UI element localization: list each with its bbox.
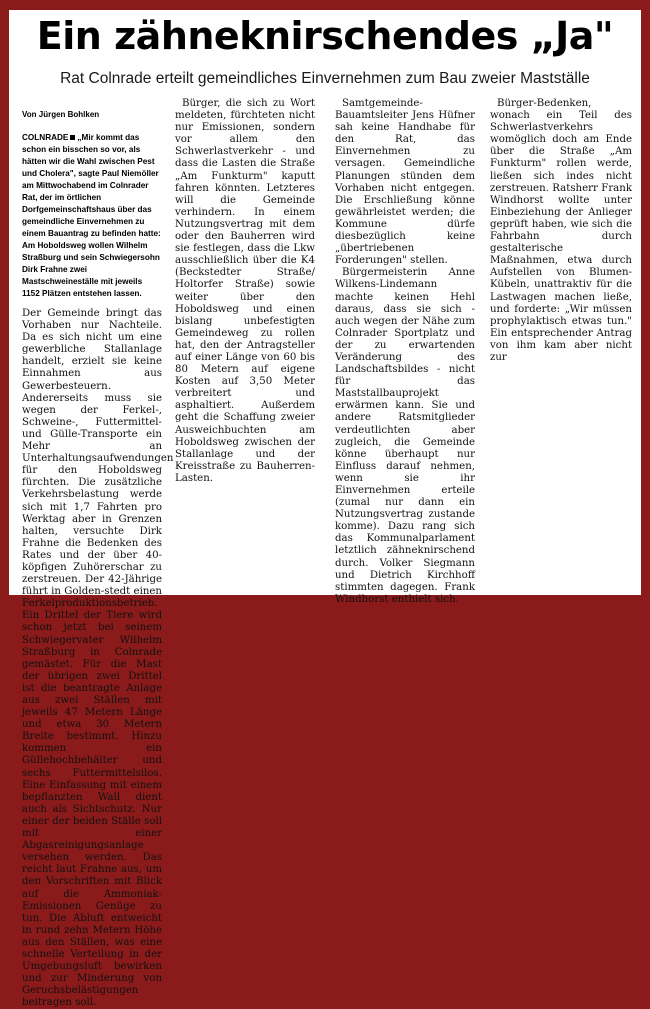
body-paragraph: Samtgemeinde-Bauamtsleiter Jens Hüfner sah keine Handhabe für den Rat, das Einvernehmen zu versagen. Gemeindliche Planungen stünden dem Vorhaben nicht entgegen. Die Erschließung könne gewährleistet werden; die Kommune dürfe diesbezüglich keine „übertriebenen Forderungen" stellen. (335, 98, 475, 267)
column-3 (335, 98, 475, 606)
byline: Von Jürgen Bohlken (22, 110, 100, 119)
body-paragraph: Bürger, die sich zu Wort meldeten, fürchteten nicht nur Emissionen, sondern vor allem den Schwerlastverkehr - und dass die Lasten die Straße „Am Funkturm" kaputt fahren könnten. Letzteres will die Gemeinde verhindern. In einem Nutzungsvertrag mit dem oder den Bauherren wird sie festlegen, dass die Lkw ausschließlich über die K4 (Beckstedter Straße/ Holtorfer Straße) sowie weiter über den Hoboldsweg und einen bislang unbefestigten Gemeindeweg zu rollen hat, den der Antragsteller auf einer Länge von 60 bis 80 Metern auf eigene Kosten auf 3,50 Meter verbreitert und asphaltiert. Außerdem geht die Schaffung zweier Ausweichbuchten am Hoboldsweg zwischen der Stallanlage und der Kreisstraße zu Bauherren-Lasten. (175, 98, 315, 484)
lead-paragraph (22, 132, 162, 300)
clipping-frame (9, 10, 641, 1009)
lead-text: „Mir kommt das schon ein bisschen so vor, als hätten wir die Wahl zwischen Pest und Cholera", sagte Paul Niemöller am Mittwochabend im Colnrader Rat, der im örtlichen Dorfgemeinschaftshaus über das gemeindliche Einvernehmen zu einem Bauantrag zu befinden hatte: Am Hoboldsweg wollen Wilhelm Straßburg und sein Schwiegersohn Dirk Frahne zwei Mastschweineställe mit jeweils 1152 Plätzen entstehen lassen. (22, 133, 161, 298)
body-paragraph: Bürger-Bedenken, wonach ein Teil des Schwerlastverkehrs womöglich doch am Ende über die Straße „Am Funkturm" rollen werde, ließen sich indes nicht zerstreuen. Ratsherr Frank Windhorst wollte unter Einbeziehung der Anlieger geprüft haben, wie sich die Fahrbahn durch gestalterische Maßnahmen, etwa durch Aufstellen von Blumen-Kübeln, unattraktiv für die Lastwagen machen ließe, und forderte: „Wir müssen prophylaktisch etwas tun." Ein entsprechender Antrag von ihm kam aber nicht zur (490, 98, 632, 363)
body-paragraph: Der Gemeinde bringt das Vorhaben nur Nachteile. Da es sich nicht um eine gewerbliche Stallanlage handelt, erzielt sie keine Einnahmen aus Gewerbesteuern. Andererseits muss sie wegen der Ferkel-, Schweine-, Futtermittel- und Gülle-Transporte ein Mehr an Unterhaltungsaufwendungen für den Hoboldsweg fürchten. Die zusätzliche Verkehrsbelastung werde sich mit 1,7 Fahrten pro Werktag aber in Grenzen halten, versuchte Dirk Frahne die Bedenken des Rates und der über 40-köpfigen Zuhörerschar zu zerstreuen. Der 42-Jährige führt in Golden-stedt einen Ferkelproduktionsbetrieb. Ein Drittel der Tiere wird schon jetzt bei seinem Schwiegervater Wilhelm Straßburg in Colnrade gemästet. Für die Mast der übrigen zwei Drittel ist die beantragte Anlage aus zwei Ställen mit jeweils 47 Metern Länge und etwa 30 Metern Breite bestimmt. Hinzu kommen ein Güllehochbehälter und sechs Futtermittelsilos. Eine Einfassung mit einem bepflanzten Wall dient auch als Sichtschutz. Nur einer der beiden Ställe soll mit einer Abgasreinigungsanlage versehen werden. Das reicht laut Frahne aus, um den Vorschriften mit Blick auf die Ammoniak-Emissionen Genüge zu tun. Die Abluft entweicht in rund zehn Metern Höhe aus den Ställen, was eine schnelle Verteilung in der Umgebungsluft bewirken und zur Minderung von Geruchsbelästigungen beitragen soll. (22, 308, 174, 1009)
subheadline: Rat Colnrade erteilt gemeindliches Einvernehmen zum Bau zweier Mastställe (60, 70, 590, 87)
dateline: COLNRADE (22, 133, 69, 142)
column-1 (22, 98, 174, 1009)
body-paragraph: Bürgermeisterin Anne Wilkens-Lindemann machte keinen Hehl daraus, dass sie sich - auch wegen der Nähe zum Colnrader Sportplatz und der zu erwartenden Veränderung des Landschaftsbildes - nicht für das Maststallbauprojekt erwärmen kann. Sie und andere Ratsmitglieder verdeutlichten aber zugleich, die Gemeinde könne überhaupt nur Einfluss darauf nehmen, wenn sie ihr Einvernehmen erteile (zumal nur dann ein Nutzungsvertrag zustande komme). Dazu rang sich das Kommunalparlament letztlich zähneknirschend durch. Volker Siegmann und Dietrich Kirchhoff stimmten dagegen. Frank Windhorst enthielt sich. (335, 267, 475, 605)
square-bullet-icon (70, 135, 75, 140)
headline: Ein zähneknirschendes „Ja" (36, 14, 614, 58)
column-4 (490, 98, 632, 364)
column-2 (175, 98, 315, 485)
